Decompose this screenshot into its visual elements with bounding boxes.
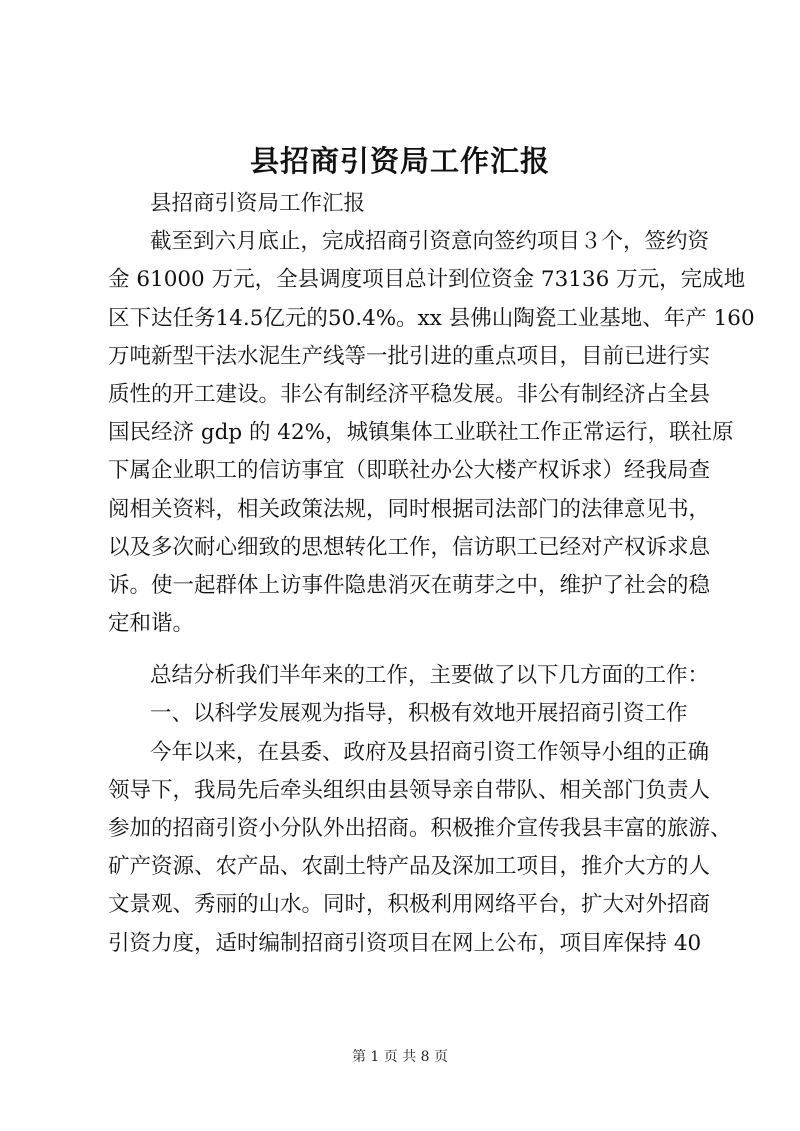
paragraph-line: 下属企业职工的信访事宜（即联社办公大楼产权诉求）经我局查 <box>108 458 711 484</box>
paragraph-line: 质性的开工建设。非公有制经济平稳发展。非公有制经济占全县 <box>108 381 711 407</box>
paragraph-line: 诉。使一起群体上访事件隐患消灭在萌芽之中，维护了社会的稳 <box>108 572 711 598</box>
section-heading: 一、以科学发展观为指导，积极有效地开展招商引资工作 <box>150 701 688 727</box>
paragraph-line: 参加的招商引资小分队外出招商。积极推介宣传我县丰富的旅游、 <box>108 816 732 841</box>
paragraph-line: 万吨新型干法水泥生产线等一批引进的重点项目，目前已进行实 <box>108 343 711 369</box>
paragraph-line: 总结分析我们半年来的工作，主要做了以下几方面的工作： <box>150 663 710 689</box>
paragraph-line: 领导下，我局先后牵头组织由县领导亲自带队、相关部门负责人 <box>108 777 711 803</box>
paragraph-line: 以及多次耐心细致的思想转化工作，信访职工已经对产权诉求息 <box>108 534 711 560</box>
paragraph-line: 矿产资源、农产品、农副土特产品及深加工项目，推介大方的人 <box>108 854 711 880</box>
paragraph-line: 区下达任务14.5亿元的50.4%。xx 县佛山陶瓷工业基地、年产 160 <box>108 305 755 331</box>
paragraph-line: 定和谐。 <box>108 611 195 637</box>
paragraph-gap <box>108 643 716 657</box>
document-title: 县招商引资局工作汇报 <box>249 144 550 178</box>
document-body <box>108 185 755 963</box>
page-footer: 第 1 页 共 8 页 <box>351 1049 449 1065</box>
paragraph-line: 今年以来，在县委、政府及县招商引资工作领导小组的正确 <box>150 739 710 765</box>
paragraph-line: 国民经济 gdp 的 42%，城镇集体工业联社工作正常运行，联社原 <box>108 420 734 446</box>
paragraph-subtitle: 县招商引资局工作汇报 <box>150 191 366 216</box>
paragraph-line: 文景观、秀丽的山水。同时，积极利用网络平台，扩大对外招商 <box>108 892 711 918</box>
paragraph-line: 截至到六月底止，完成招商引资意向签约项目３个，签约资 <box>150 229 710 255</box>
paragraph-line: 引资力度，适时编制招商引资项目在网上公布，项目库保持 40 <box>108 930 702 956</box>
paragraph-line: 金 61000 万元，全县调度项目总计到位资金 73136 万元，完成地 <box>108 267 746 293</box>
paragraph-line: 阅相关资料，相关政策法规，同时根据司法部门的法律意见书， <box>108 496 711 522</box>
